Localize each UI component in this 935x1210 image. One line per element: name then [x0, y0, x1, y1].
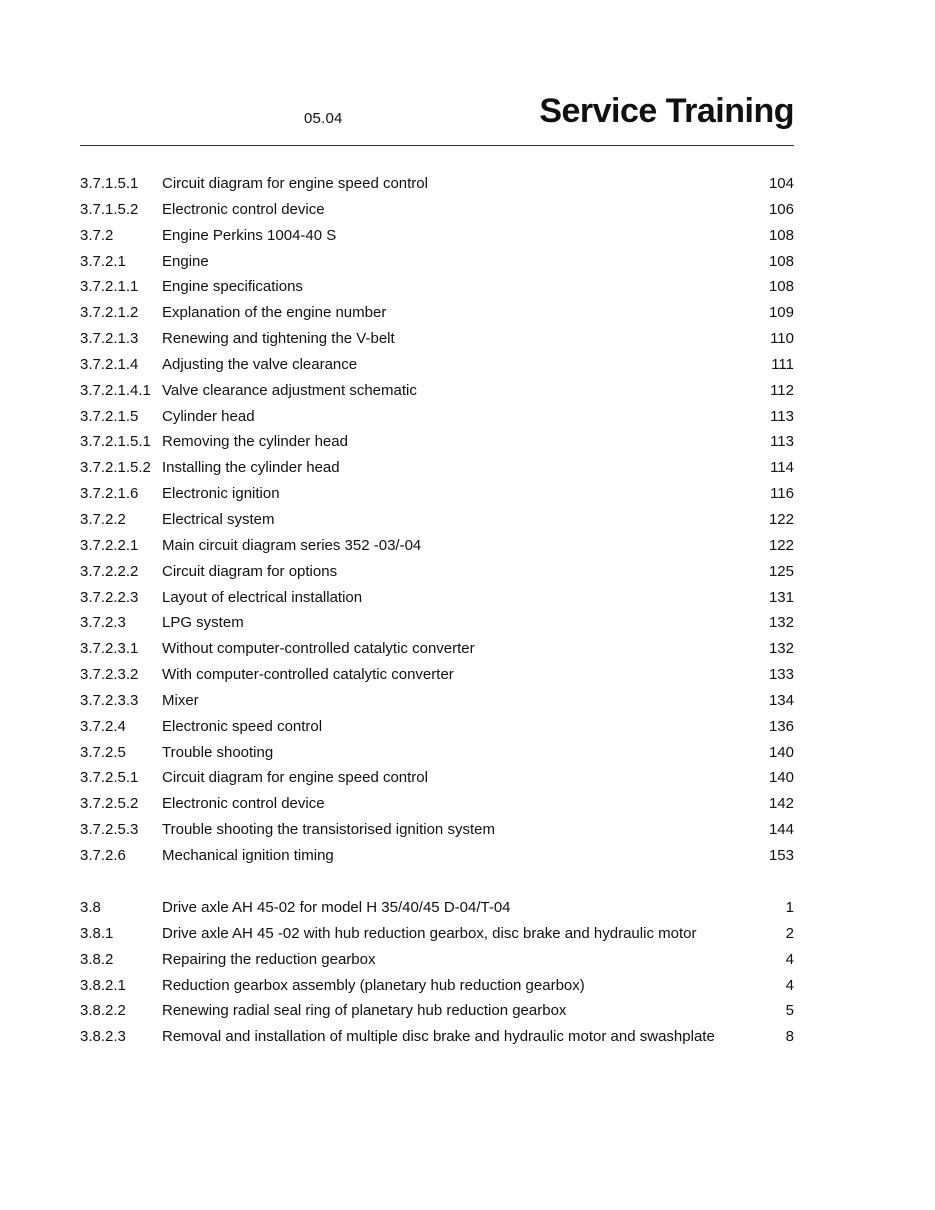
toc-entry	[80, 1024, 794, 1050]
toc-entry	[80, 714, 794, 740]
toc-entry	[80, 533, 794, 559]
toc-page: 142	[768, 795, 794, 813]
toc-page: 132	[768, 614, 794, 632]
toc-page: 4	[785, 950, 794, 968]
toc-entry	[80, 662, 794, 688]
toc-page: 4	[785, 976, 794, 994]
toc-page: 109	[768, 304, 794, 322]
toc-title: Engine Perkins 1004-40 S	[162, 226, 337, 244]
toc-page: 8	[785, 1028, 794, 1046]
toc-page: 140	[768, 743, 794, 761]
toc-title: Trouble shooting	[162, 743, 274, 761]
toc-title: Renewing and tightening the V-belt	[162, 330, 395, 348]
toc-number: 3.7.1.5.1	[80, 175, 139, 192]
toc-title: Repairing the reduction gearbox	[162, 950, 376, 968]
toc-entry	[80, 895, 794, 921]
toc-entry	[80, 197, 794, 223]
toc-number: 3.7.2.1.5	[80, 407, 139, 425]
toc-page: 112	[770, 381, 794, 399]
toc-title: LPG system	[162, 614, 244, 632]
toc-entry	[80, 817, 794, 843]
toc-entry	[80, 688, 794, 714]
toc-title: Installing the cylinder head	[162, 459, 340, 477]
toc-title: Engine	[162, 252, 209, 270]
toc-title: Explanation of the engine number	[162, 304, 387, 322]
toc-entry	[80, 791, 794, 817]
toc-page: 111	[771, 355, 794, 373]
toc-number: 3.7.2.1.5.2	[80, 459, 151, 477]
toc-entry	[80, 326, 794, 352]
toc-number: 3.7.2.1.2	[80, 304, 139, 322]
toc-number: 3.8.2.3	[80, 1028, 126, 1046]
toc-page: 2	[785, 924, 794, 942]
toc-title: Cylinder head	[162, 407, 255, 425]
toc-title: Engine specifications	[162, 278, 303, 296]
toc-number: 3.7.2.5.1	[80, 769, 139, 787]
toc-number: 3.7.2.3.2	[80, 666, 139, 684]
toc-page: 132	[768, 640, 794, 658]
toc-page: 122	[768, 510, 794, 528]
toc-number: 3.7.2.2.1	[80, 536, 139, 554]
toc-number: 3.7.2.2.3	[80, 588, 139, 606]
toc-page: 106	[768, 200, 794, 218]
toc-page: 110	[770, 330, 794, 348]
toc-title: Reduction gearbox assembly (planetary hub reduction gearbox)	[162, 976, 585, 994]
toc-number: 3.7.2.1.3	[80, 330, 139, 348]
toc-section-1	[80, 171, 794, 869]
toc-entry	[80, 507, 794, 533]
toc-number: 3.8.1	[80, 924, 114, 942]
toc-page: 1	[785, 899, 794, 916]
toc-entry	[80, 274, 794, 300]
toc-title: Adjusting the valve clearance	[162, 355, 358, 373]
toc-title: Renewing radial seal ring of planetary hub reduction gearbox	[162, 1002, 567, 1020]
toc-entry	[80, 455, 794, 481]
toc-title: Mechanical ignition timing	[162, 846, 334, 864]
toc-number: 3.7.2.5.2	[80, 795, 139, 813]
toc-number: 3.7.2.5	[80, 743, 126, 761]
toc-entry	[80, 249, 794, 275]
toc-page: 108	[768, 252, 794, 270]
toc-page: 113	[770, 433, 794, 451]
toc-entry	[80, 740, 794, 766]
toc-entry	[80, 404, 794, 430]
toc-number: 3.8.2.1	[80, 976, 126, 994]
toc-number: 3.7.2.3.3	[80, 691, 139, 709]
toc-title: Electronic control device	[162, 200, 325, 218]
toc-title: Layout of electrical installation	[162, 588, 363, 606]
toc-entry	[80, 843, 794, 869]
toc-page: 113	[770, 407, 794, 425]
toc-page: 108	[768, 278, 794, 296]
toc-title: Valve clearance adjustment schematic	[162, 381, 417, 399]
toc-page: 140	[768, 769, 794, 787]
toc-number: 3.8.2	[80, 950, 114, 968]
toc-entry	[80, 300, 794, 326]
toc-title: Drive axle AH 45 -02 with hub reduction gearbox, disc brake and hydraulic motor	[162, 924, 697, 942]
toc-title: Circuit diagram for options	[162, 562, 338, 580]
toc-title: Electronic ignition	[162, 485, 280, 503]
toc-number: 3.7.2.3	[80, 614, 126, 632]
toc-entry	[80, 921, 794, 947]
toc-number: 3.7.2	[80, 226, 114, 244]
toc-entry	[80, 973, 794, 999]
toc-entry	[80, 998, 794, 1024]
toc-entry	[80, 429, 794, 455]
toc-page: 114	[770, 459, 794, 477]
toc-number: 3.7.2.4	[80, 717, 126, 735]
toc-number: 3.7.2.1	[80, 252, 126, 270]
toc-number: 3.7.1.5.2	[80, 200, 139, 218]
toc-number: 3.8	[80, 899, 101, 916]
toc-entry	[80, 171, 794, 197]
header-divider	[80, 145, 794, 146]
toc-page: 108	[768, 226, 794, 244]
toc-page: 133	[768, 666, 794, 684]
toc-title: Without computer-controlled catalytic converter	[162, 640, 475, 658]
toc-page: 116	[770, 485, 794, 503]
toc-number: 3.7.2.2	[80, 510, 126, 528]
toc-title: With computer-controlled catalytic converter	[162, 666, 454, 684]
toc-entry	[80, 352, 794, 378]
toc-entry	[80, 481, 794, 507]
header-title: Service Training	[539, 92, 794, 130]
toc-number: 3.7.2.1.4	[80, 355, 139, 373]
toc-title: Removal and installation of multiple disc brake and hydraulic motor and swashplate	[162, 1028, 715, 1046]
toc-page: 5	[785, 1002, 794, 1020]
toc-number: 3.7.2.1.6	[80, 485, 139, 503]
toc-title: Circuit diagram for engine speed control	[162, 175, 428, 192]
toc-number: 3.8.2.2	[80, 1002, 126, 1020]
toc-number: 3.7.2.1.5.1	[80, 433, 151, 451]
toc-number: 3.7.2.5.3	[80, 821, 139, 839]
toc-page: 125	[768, 562, 794, 580]
toc-title: Mixer	[162, 691, 199, 709]
toc-number: 3.7.2.3.1	[80, 640, 139, 658]
toc-title: Electrical system	[162, 510, 275, 528]
toc-page: 136	[768, 717, 794, 735]
toc-section-2	[80, 895, 794, 1050]
toc-entry	[80, 378, 794, 404]
toc-number: 3.7.2.2.2	[80, 562, 139, 580]
toc-title: Drive axle AH 45-02 for model H 35/40/45 D-04/T-04	[162, 899, 511, 916]
toc-page: 144	[768, 821, 794, 839]
toc-entry	[80, 947, 794, 973]
toc-entry	[80, 610, 794, 636]
toc-page: 104	[768, 175, 794, 192]
toc-entry	[80, 585, 794, 611]
toc-number: 3.7.2.6	[80, 846, 126, 864]
toc-title: Trouble shooting the transistorised ignition system	[162, 821, 495, 839]
toc-page: 122	[768, 536, 794, 554]
toc-title: Electronic speed control	[162, 717, 323, 735]
toc-entry	[80, 765, 794, 791]
toc-number: 3.7.2.1.4.1	[80, 381, 151, 399]
toc-title: Removing the cylinder head	[162, 433, 348, 451]
toc-page: 131	[768, 588, 794, 606]
toc-entry	[80, 559, 794, 585]
toc-page: 153	[768, 846, 794, 864]
toc-number: 3.7.2.1.1	[80, 278, 139, 296]
header-date: 05.04	[304, 110, 343, 127]
toc-title: Electronic control device	[162, 795, 325, 813]
toc-entry	[80, 636, 794, 662]
toc-title: Main circuit diagram series 352 -03/-04	[162, 536, 422, 554]
toc-title: Circuit diagram for engine speed control	[162, 769, 428, 787]
toc-entry	[80, 223, 794, 249]
toc-page: 134	[768, 691, 794, 709]
